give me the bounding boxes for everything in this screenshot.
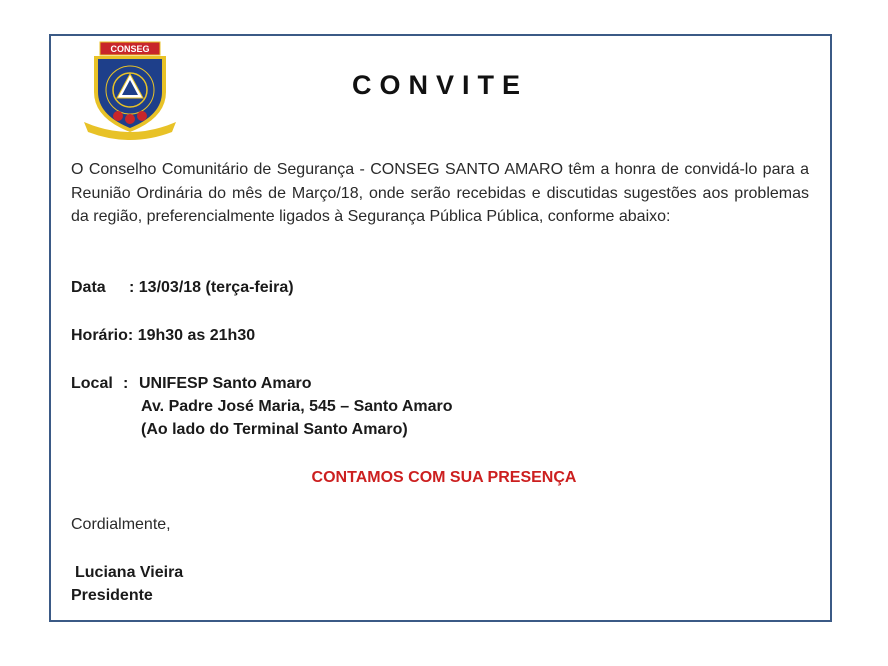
location-line1: UNIFESP Santo Amaro <box>139 375 312 392</box>
closing: Cordialmente, <box>71 516 171 533</box>
time-value: 19h30 as 21h30 <box>137 327 256 344</box>
time-label: Horário: <box>71 327 134 344</box>
conseg-logo <box>80 40 180 140</box>
location-separator: : <box>123 375 129 392</box>
signer-title: Presidente <box>71 587 153 604</box>
location-line <box>71 375 311 393</box>
date-label: Data <box>71 279 106 296</box>
location-line3: (Ao lado do Terminal Santo Amaro) <box>141 421 408 438</box>
date-line <box>71 279 294 297</box>
location-line2: Av. Padre José Maria, 545 – Santo Amaro <box>141 398 453 415</box>
location-label: Local <box>71 375 113 392</box>
call-to-action: CONTAMOS COM SUA PRESENÇA <box>311 469 577 486</box>
svg-text:CONSEG: CONSEG <box>110 44 150 54</box>
date-separator: : <box>129 279 135 296</box>
time-line <box>71 327 255 345</box>
invitation-text: O Conselho Comunitário de Segurança - CONSEG SANTO AMARO têm a honra de convidá-lo para a Reunião Ordinária do mês de Março/18, onde serão recebidas e discutidas sugestões aos problemas da região, preferencialmente ligados à Segurança Pública Pública, conforme abaixo: <box>71 161 809 225</box>
page-title: CONVITE <box>351 70 528 100</box>
date-value: 13/03/18 (terça-feira) <box>138 279 294 296</box>
signer-name: Luciana Vieira <box>75 564 184 581</box>
